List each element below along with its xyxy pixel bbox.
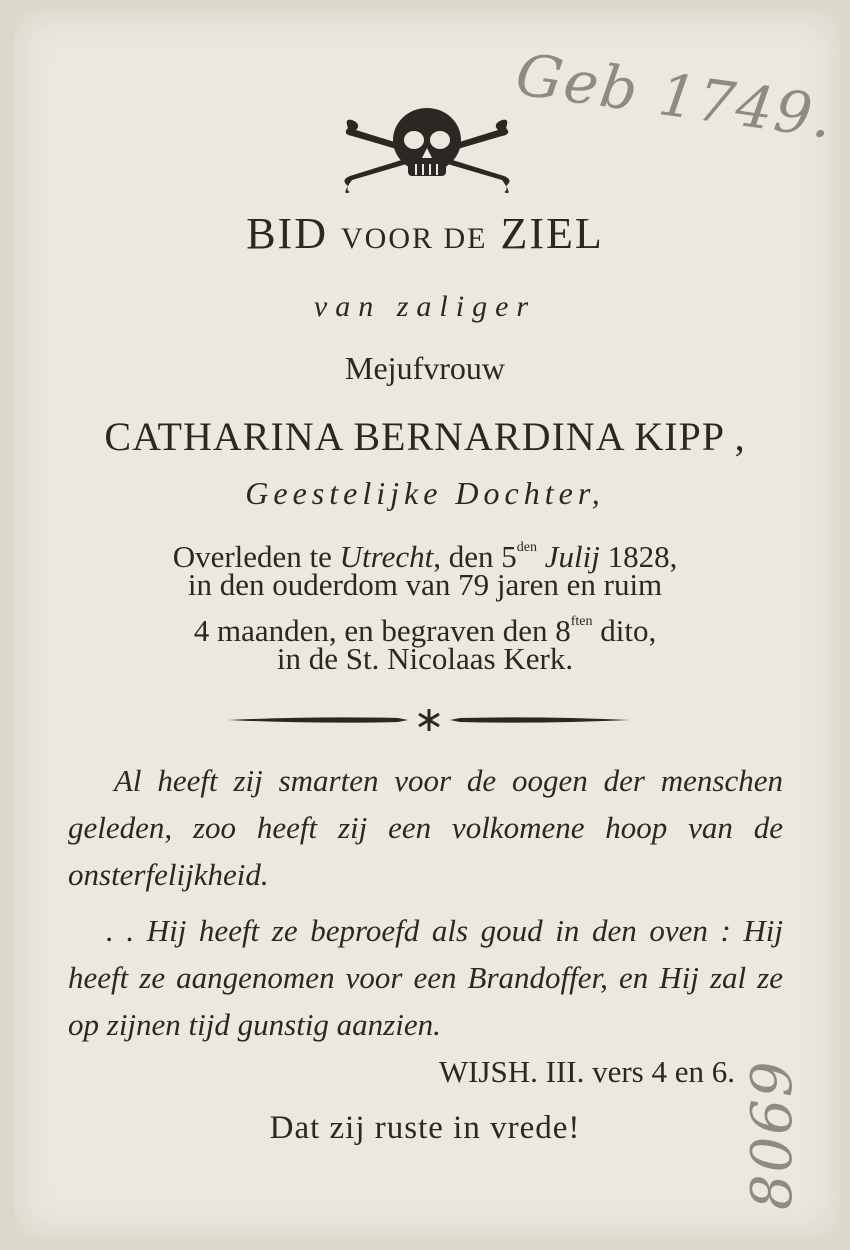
death-details-line-4: in de St. Nicolaas Kerk. xyxy=(276,641,574,676)
death-month: Julij xyxy=(536,539,600,574)
deceased-name: CATHARINA BERNARDINA KIPP , xyxy=(104,414,746,459)
handwritten-birth-note: Geb 1749. xyxy=(511,40,839,152)
scripture-quote-2-text: . . Hij heeft ze beproefd als goud in den oven : Hij heeft ze aangenomen voor een Brandoffer, en Hij zal ze op zijnen tijd gunstig aanzien. xyxy=(68,913,783,1042)
title-ziel: ZIEL xyxy=(500,209,604,258)
death-year: 1828, xyxy=(599,539,678,574)
death-day: , den 5 xyxy=(433,539,517,574)
title-bid: BID xyxy=(246,209,328,258)
scripture-reference: WIJSH. III. vers 4 en 6. xyxy=(438,1054,735,1089)
closing-blessing: Dat zij ruste in vrede! xyxy=(269,1110,581,1146)
honorific: Mejufvrouw xyxy=(345,350,505,386)
death-text: Overleden te xyxy=(172,539,340,574)
burial-dito: dito, xyxy=(592,613,657,648)
title-voor-de: VOOR DE xyxy=(340,222,488,255)
card-title xyxy=(0,208,850,259)
burial-day-suffix: ften xyxy=(570,614,593,629)
scripture-quote-1: Al heeft zij smarten voor de oogen der menschen geleden, zoo heeft zij een volkomene hoop van de onsterfelijkheid. xyxy=(68,763,783,892)
handwritten-catalog-number: 8069 xyxy=(740,1059,805,1210)
day-suffix: den xyxy=(516,540,537,555)
death-details-line-2: in den ouderdom van 79 jaren en ruim xyxy=(187,567,663,602)
deceased-role: Geestelijke Dochter, xyxy=(245,475,605,511)
burial-text: 4 maanden, en begraven den 8 xyxy=(193,613,571,648)
ornamental-divider-icon xyxy=(228,705,630,735)
death-place: Utrecht xyxy=(339,539,434,574)
scripture-quote-2 xyxy=(68,907,783,1095)
subtitle: van zaliger xyxy=(313,290,537,323)
skull-and-crossbones-icon xyxy=(342,100,512,200)
